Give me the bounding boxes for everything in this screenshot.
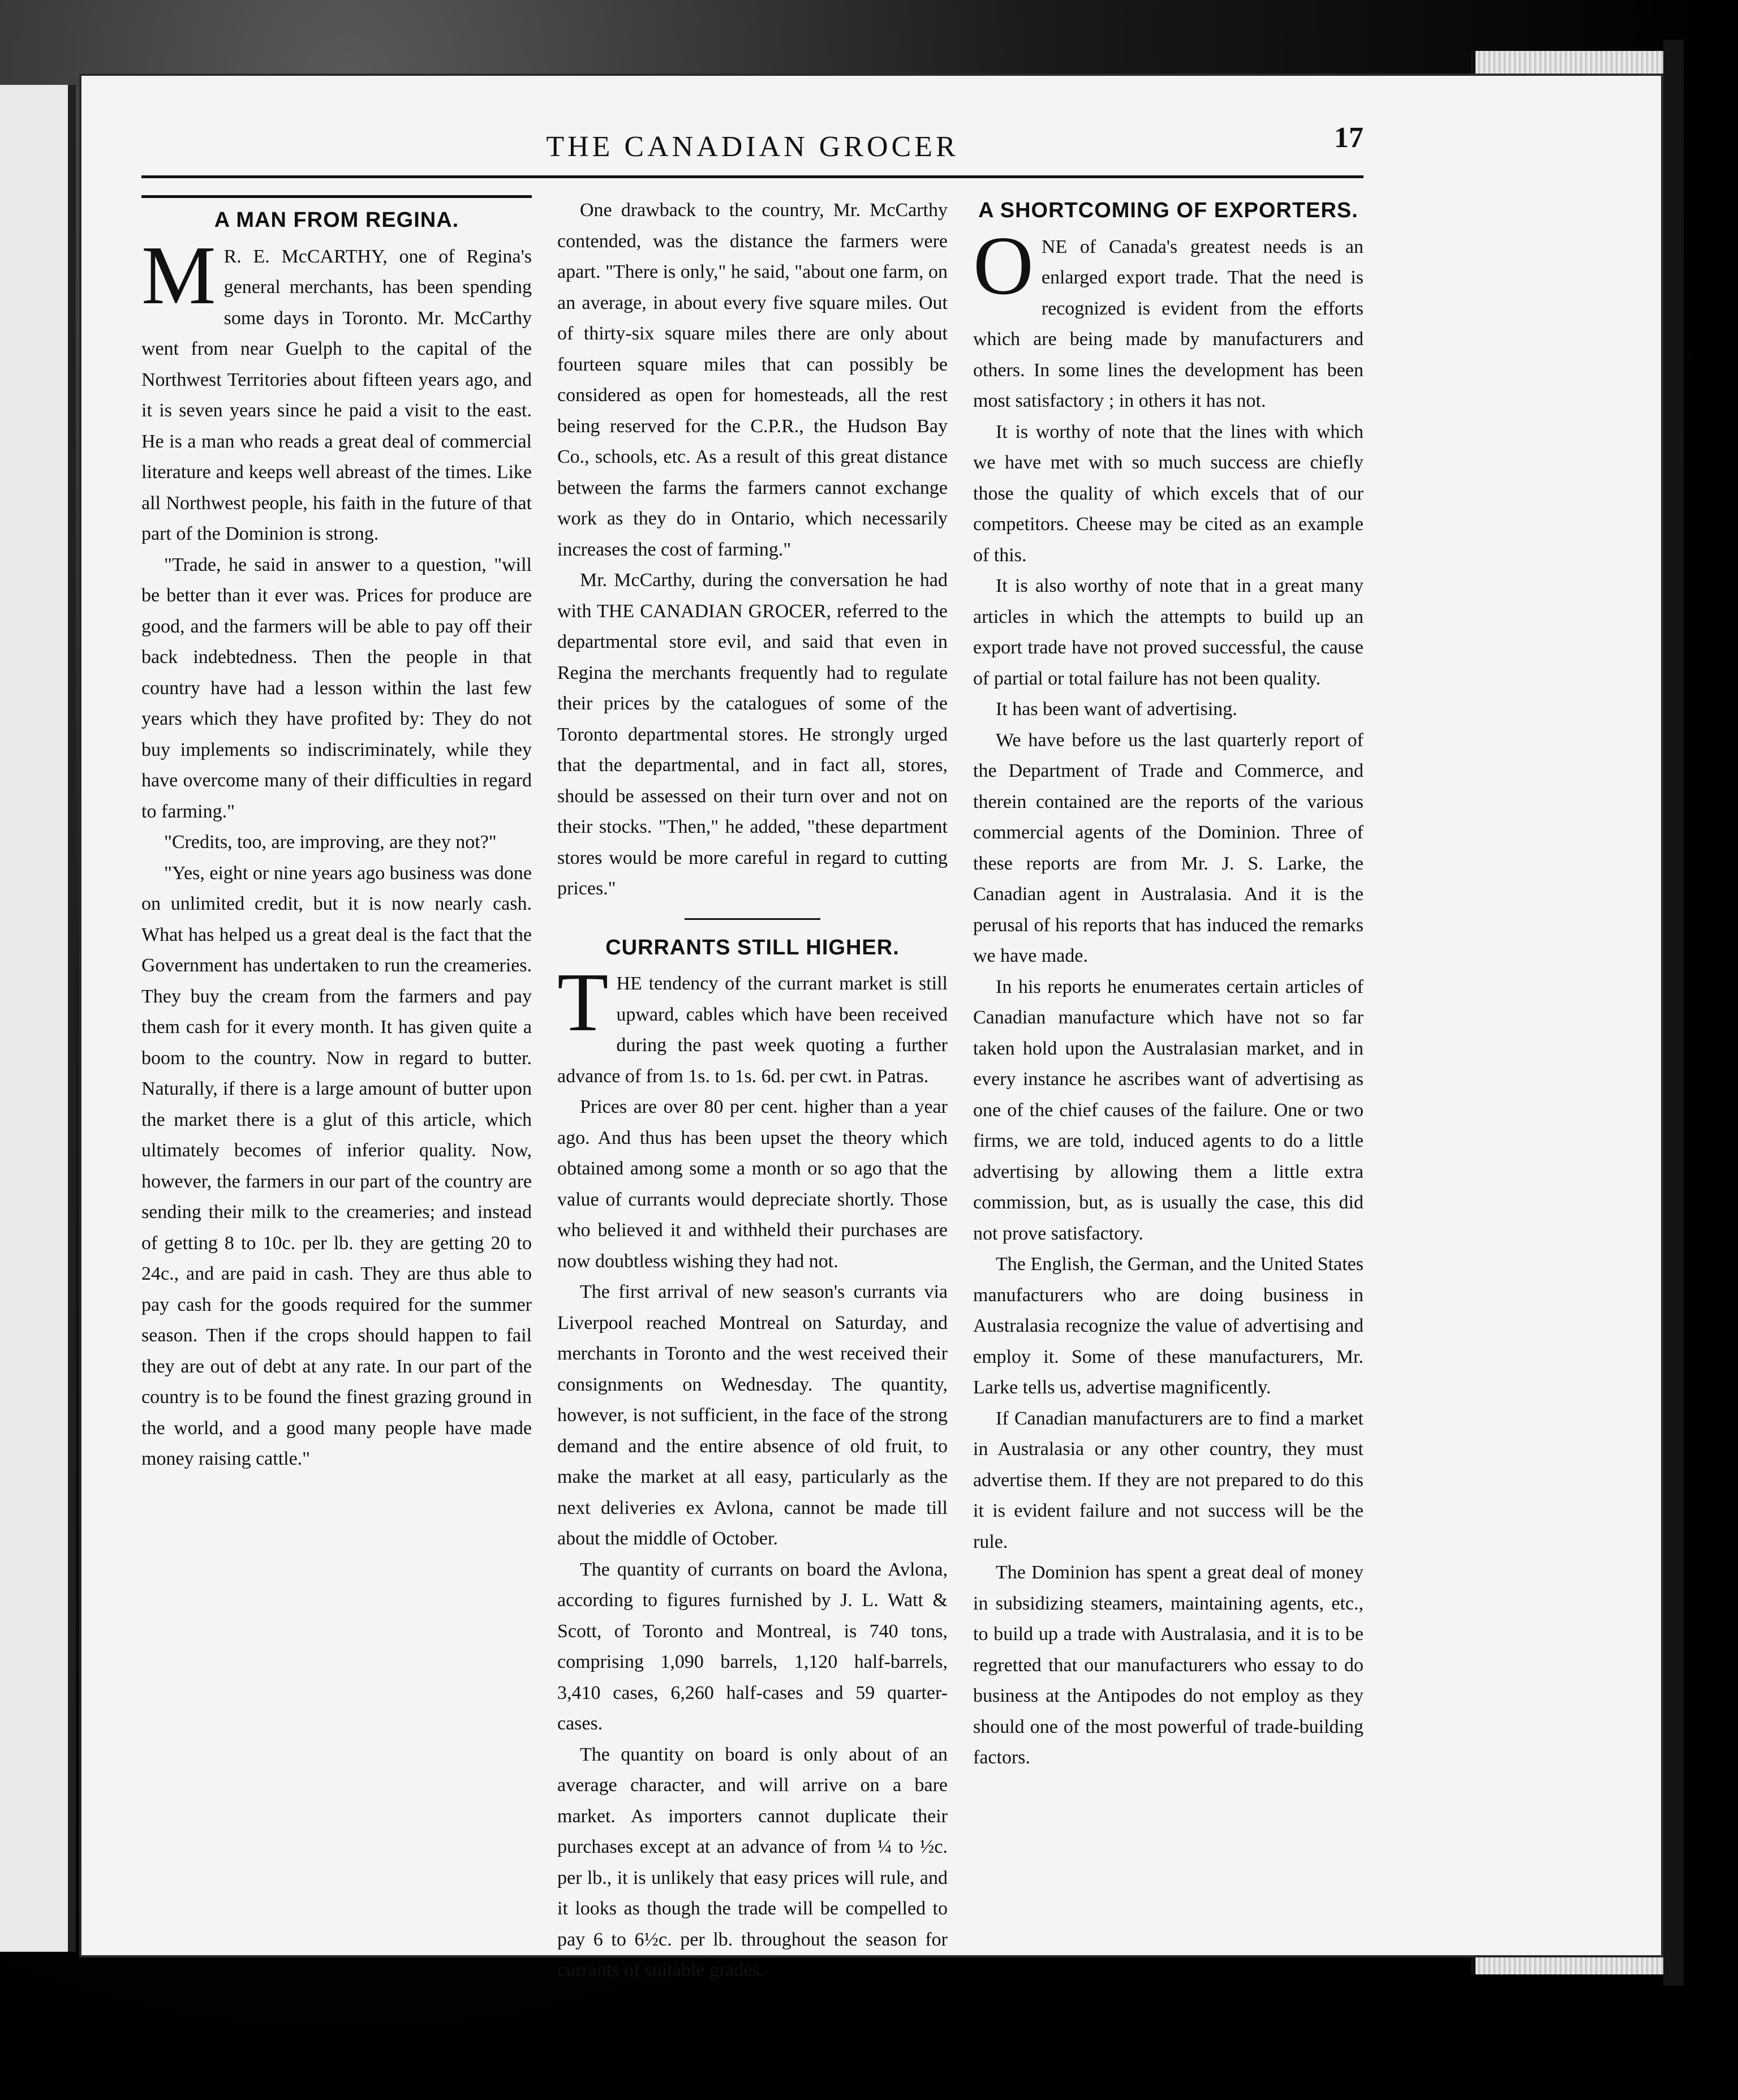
column-3 bbox=[973, 195, 1363, 1774]
facing-page-edge bbox=[0, 85, 76, 1952]
article-paragraph: "Yes, eight or nine years ago business was done on unlimited credit, but it is now nearly cash. What has helped us a great deal is the fact that the Government has undertaken to run the creameries. They buy the cream from the farmers and pay them cash for it every month. It has given quite a boom to the country. Now in regard to butter. Naturally, if there is a large amount of butter upon the market there is a glut of this article, which ultimately becomes of inferior quality. Now, however, the farmers in our part of the country are sending their milk to the creameries; and instead of getting 8 to 10c. per lb. they are getting 20 to 24c., and are paid in cash. They are thus able to pay cash for the goods required for the summer season. Then if the crops should happen to fail they are out of debt at any rate. In our part of the country is to be found the finest grazing ground in the world, and a good many people have made money raising cattle." bbox=[141, 862, 532, 1469]
article-paragraph: The Dominion has spent a great deal of money in subsidizing steamers, maintaining agents, etc., to build up a trade with Australasia, and it is to be regretted that our manufacturers who essay to do business at the Antipodes do not employ as they should one of the most powerful of trade-building factors. bbox=[973, 1562, 1363, 1768]
column-1 bbox=[141, 195, 532, 1475]
page-number: 17 bbox=[1334, 122, 1363, 154]
book-cover-edge bbox=[1663, 40, 1684, 1986]
page-content bbox=[141, 113, 1363, 1981]
article-paragraph: The quantity on board is only about of an average character, and will arrive on a bare market. As importers cannot duplicate their purchases except at an advance of from ¼ to ½c. per lb., it is unlikely that easy prices will rule, and it looks as though the trade will be compelled to pay 6 to 6½c. per lb. throughout the season for currants of suitable grades. bbox=[557, 1744, 948, 1981]
publication-title: THE CANADIAN GROCER bbox=[546, 131, 959, 163]
article-headline-currants: CURRANTS STILL HIGHER. bbox=[605, 935, 900, 959]
article-paragraph: If Canadian manufacturers are to find a market in Australasia or any other country, they must advertise them. If they are not prepared to do this it is evident failure and not success will be the rule. bbox=[973, 1408, 1363, 1552]
article-paragraph: THE tendency of the currant market is still upward, cables which have been received during the past week quoting a further advance of from 1s. to 1s. 6d. per cwt. in Patras. bbox=[557, 956, 948, 1087]
article-paragraph: The English, the German, and the United States manufacturers who are doing business in Australasia recognize the value of advertising and employ it. Some of these manufacturers, Mr. Larke tells us, advertise magnificently. bbox=[973, 1254, 1363, 1398]
article-paragraph: ONE of Canada's greatest needs is an enlarged export trade. That the need is recognized is evident from the efforts which are being made by manufacturers and others. In some lines the development has been most satisfactory ; in others it has not. bbox=[973, 219, 1363, 411]
article-paragraph: It is worthy of note that the lines with which we have met with so much success are chiefly those the quality of which excels that of our competitors. Cheese may be cited as an example of this. bbox=[973, 421, 1363, 566]
article-paragraph: It is also worthy of note that in a great many articles in which the attempts to build up an export trade have not proved successful, the cause of partial or total failure has not been quality. bbox=[973, 575, 1363, 689]
article-paragraph: Mr. McCarthy, during the conversation he had with THE CANADIAN GROCER, referred to the departmental store evil, and said that even in Regina the merchants frequently had to regulate their prices by the catalogues of some of the Toronto departmental stores. He strongly urged that the departmental, and in fact all, stores, should be assessed on their turn over and not on their stocks. "Then," he added, "these department stores would be more careful in regard to cutting prices." bbox=[557, 570, 948, 899]
article-paragraph: "Credits, too, are improving, are they not?" bbox=[164, 832, 497, 853]
article-headline-regina: A MAN FROM REGINA. bbox=[141, 195, 532, 236]
page-header bbox=[141, 113, 1363, 178]
article-paragraph: It has been want of advertising. bbox=[996, 699, 1237, 720]
article-paragraph: M R. E. McCARTHY, one of Regina's general merchants, has been spending some days in Toronto. Mr. McCarthy went from near Guelph to the capital of the Northwest Territories about fifteen years ago, and it is seven years since he paid a visit to the east. He is a man who reads a great deal of commercial literature and keeps well abreast of the times. Like all Northwest people, his faith in the future of that part of the Dominion is strong. bbox=[141, 229, 532, 544]
article-paragraph: Prices are over 80 per cent. higher than a year ago. And thus has been upset the theory which obtained among some a month or so ago that the value of currants would depreciate shortly. Those who believed it and withheld their purchases are now doubtless wishing they had not. bbox=[557, 1096, 948, 1272]
column-2 bbox=[557, 195, 948, 1986]
article-paragraph: The quantity of currants on board the Avlona, according to figures furnished by J. L. Watt & Scott, of Toronto and Montreal, is 740 tons, comprising 1,090 barrels, 1,120 half-barrels, 3,410 cases, 6,260 half-cases and 59 quarter-cases. bbox=[557, 1559, 948, 1734]
article-paragraph: In his reports he enumerates certain articles of Canadian manufacture which have not so far taken hold upon the Australasian market, and in every instance he ascribes want of advertising as one of the chief causes of the failure. One or two firms, we are told, induced agents to do a little advertising by allowing them a little extra commission, but, as is usually the case, this did not prove satisfactory. bbox=[973, 976, 1363, 1244]
article-paragraph: "Trade, he said in answer to a question, "will be better than it ever was. Prices for produce are good, and the farmers will be able to pay off their back indebtedness. Then the people in that country have had a lesson within the last few years which they have profited by: They do not buy implements so indiscriminately, while they have overcome many of their difficulties in regard to farming." bbox=[141, 554, 532, 822]
article-headline-exporters: A SHORTCOMING OF EXPORTERS. bbox=[978, 199, 1358, 222]
drop-cap: T bbox=[557, 956, 609, 1049]
article-paragraph: One drawback to the country, Mr. McCarthy contended, was the distance the farmers were apart. "There is only," he said, "about one farm, on an average, in about every five square miles. Out of thirty-six square miles there are only about fourteen square miles that can possibly be considered as open for homesteads, all the rest being reserved for the C.P.R., the Hudson Bay Co., schools, etc. As a result of this great distance between the farms the farmers cannot exchange work as they do in Ontario, which necessarily increases the cost of farming." bbox=[557, 200, 948, 560]
drop-cap: O bbox=[973, 219, 1034, 312]
article-paragraph: We have before us the last quarterly report of the Department of Trade and Commerce, and therein contained are the reports of the various commercial agents of the Dominion. Three of these reports are from Mr. J. S. Larke, the Canadian agent in Australasia. And it is the perusal of his reports that has induced the remarks we have made. bbox=[973, 729, 1363, 966]
section-divider bbox=[685, 918, 820, 920]
drop-cap: M bbox=[141, 229, 216, 322]
article-paragraph: The first arrival of new season's currants via Liverpool reached Montreal on Saturday, and merchants in Toronto and the west received their consignments on Wednesday. The quantity, however, is not sufficient, in the face of the strong demand and the entire absence of old fruit, to make the market at all easy, particularly as the next deliveries ex Avlona, cannot be made till about the middle of October. bbox=[557, 1281, 948, 1549]
